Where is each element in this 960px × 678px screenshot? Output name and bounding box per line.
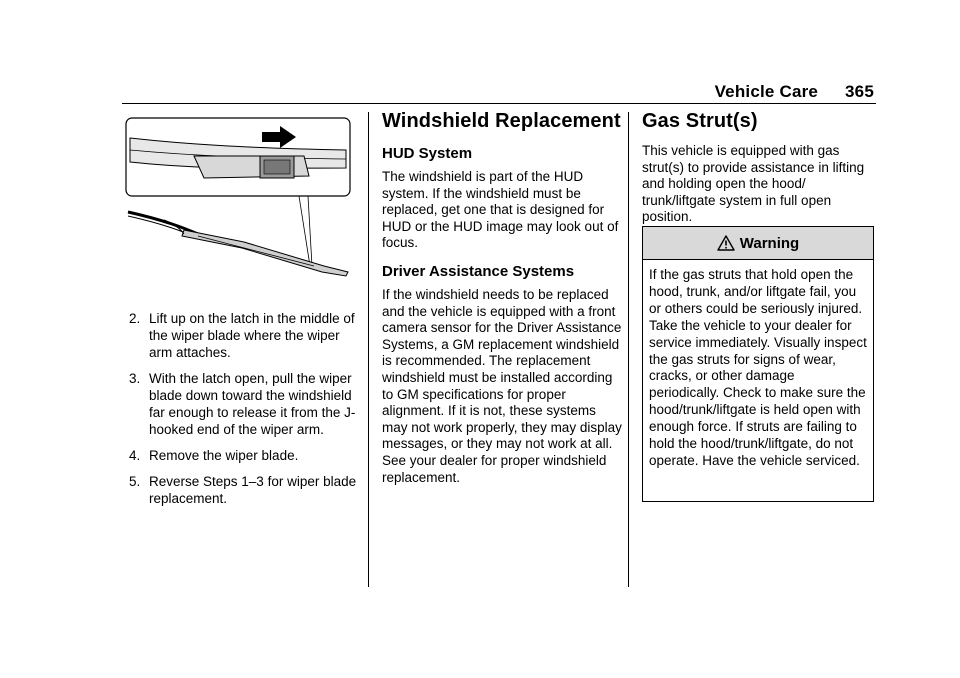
step-number: 4. [129,448,141,463]
wiper-steps-list [129,310,359,516]
warning-text: If the gas struts that hold open the hood, trunk, and/or liftgate fail, you or others could be seriously injured. Take the vehicle to your dealer for service immediately. Visually inspect the gas struts for signs of wear, cracks, or other damage periodically. Check to make sure the hood/trunk/liftgate is held open with enough force. If struts are failing to hold the hood/trunk/liftgate, do not operate. Have the vehicle serviced. [649,267,867,468]
gas-strut-section [642,108,878,226]
windshield-section [382,108,622,486]
das-text: If the windshield needs to be replaced and the vehicle is equipped with a front camera sensor for the Driver Assistance Systems, a GM replacement windshield is recommended. The replacement windshield must be installed according to GM specifications for proper alignment. If it is not, these systems may not work properly, they may display messages, or they may not work at all. See your dealer for proper windshield replacement. [382,286,622,485]
header-rule [122,103,876,104]
warning-label: Warning [739,234,800,252]
page-number: 365 [845,82,874,101]
step-text: With the latch open, pull the wiper blade down toward the windshield far enough to release it from the J-hooked end of the wiper arm. [149,371,356,437]
das-subtitle: Driver Assistance Systems [382,262,575,280]
step-text: Lift up on the latch in the middle of the wiper blade where the wiper arm attaches. [149,311,355,360]
warning-header [643,227,873,260]
section-name: Vehicle Care [714,82,819,101]
column-divider [628,112,629,587]
step-text: Reverse Steps 1–3 for wiper blade replacement. [149,474,357,506]
step-text: Remove the wiper blade. [149,448,299,463]
gas-strut-text: This vehicle is equipped with gas strut(s) to provide assistance in lifting and holding open the hood/ trunk/liftgate system in full open position. [642,143,865,225]
step-number: 3. [129,371,141,386]
list-item [129,310,359,361]
hud-text: The windshield is part of the HUD system. If the windshield must be replaced, get one that is designed for HUD or the HUD image may look out of focus. [382,169,619,251]
list-item [129,447,359,464]
column-divider [368,112,369,587]
list-item [129,473,359,507]
step-number: 5. [129,474,141,489]
gas-strut-title: Gas Strut(s) [642,110,758,132]
windshield-title: Windshield Replacement [382,110,621,132]
warning-box [642,226,874,502]
step-number: 2. [129,311,141,326]
warning-triangle-icon [717,235,735,251]
hud-subtitle: HUD System [382,145,473,162]
running-header [715,82,874,102]
wiper-blade-illustration [124,116,352,280]
list-item [129,370,359,438]
